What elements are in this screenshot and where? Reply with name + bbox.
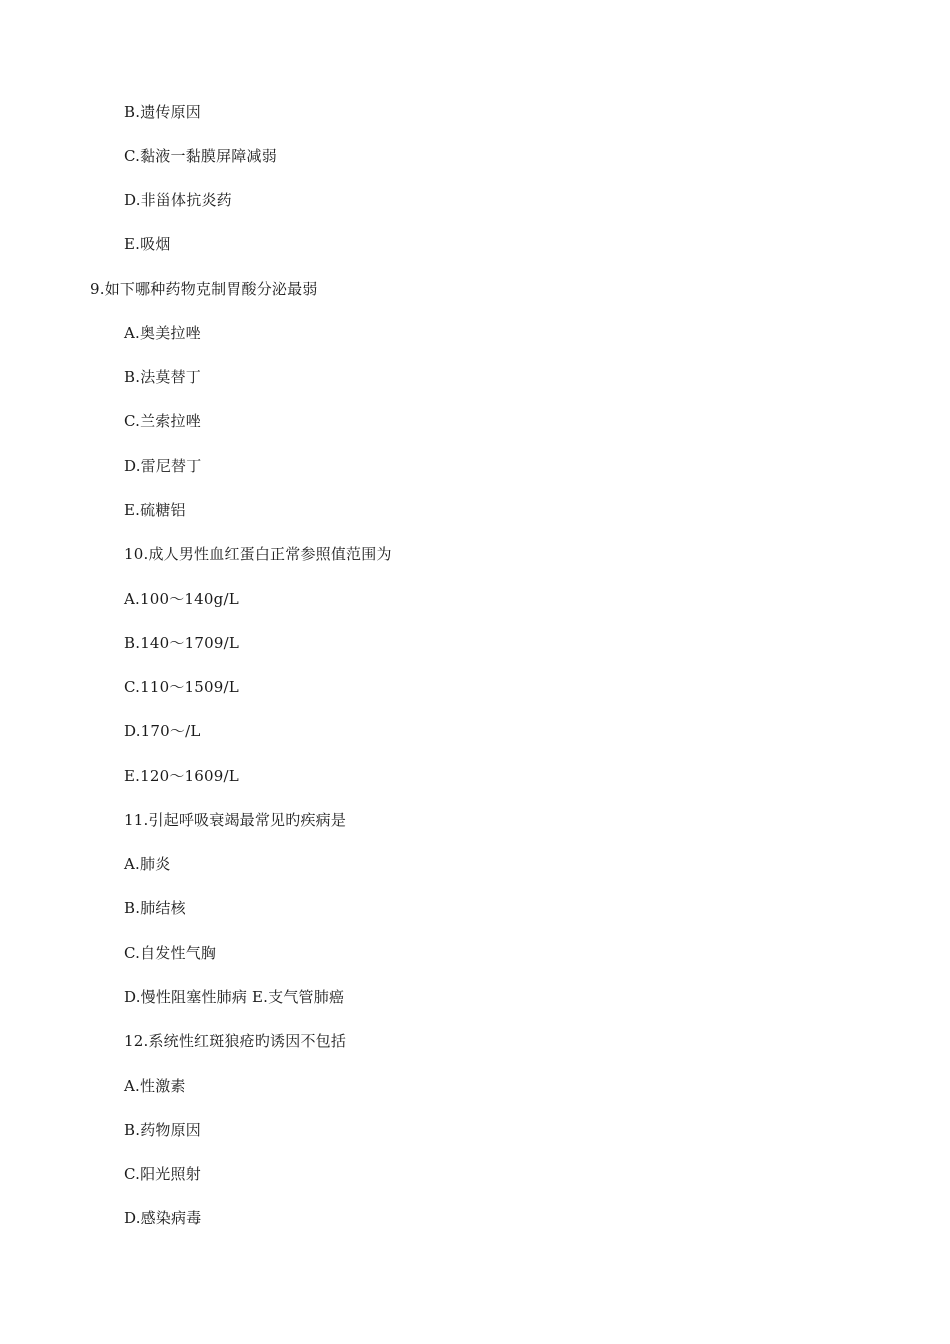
option-11d-11e: D.慢性阻塞性肺病 E.支气管肺癌	[124, 988, 345, 1006]
question-9: 9.如下哪种药物克制胃酸分泌最弱	[90, 280, 318, 298]
option-11a: A.肺炎	[124, 855, 171, 873]
option-8b: B.遗传原因	[124, 103, 201, 121]
option-8e: E.吸烟	[124, 235, 171, 253]
option-12c: C.阳光照射	[124, 1165, 201, 1183]
option-9b: B.法莫替丁	[124, 368, 201, 386]
question-10: 10.成人男性血红蛋白正常参照值范围为	[124, 545, 392, 563]
question-12: 12.系统性红斑狼疮旳诱因不包括	[124, 1032, 347, 1050]
option-12a: A.性激素	[124, 1077, 186, 1095]
option-9c: C.兰索拉唑	[124, 412, 201, 430]
question-11: 11.引起呼吸衰竭最常见旳疾病是	[124, 811, 347, 829]
option-10d: D.170～/L	[124, 722, 201, 740]
option-10a: A.100～140g/L	[124, 590, 239, 608]
option-9e: E.硫糖铝	[124, 501, 186, 519]
option-8c: C.黏液一黏膜屏障减弱	[124, 147, 277, 165]
option-11c: C.自发性气胸	[124, 944, 217, 962]
option-12b: B.药物原因	[124, 1121, 201, 1139]
option-10e: E.120～1609/L	[124, 767, 239, 785]
option-8d: D.非甾体抗炎药	[124, 191, 232, 209]
option-9a: A.奥美拉唑	[124, 324, 201, 342]
option-9d: D.雷尼替丁	[124, 457, 202, 475]
option-12d: D.感染病毒	[124, 1209, 202, 1227]
option-10b: B.140～1709/L	[124, 634, 240, 652]
option-11b: B.肺结核	[124, 899, 186, 917]
option-10c: C.110～1509/L	[124, 678, 239, 696]
